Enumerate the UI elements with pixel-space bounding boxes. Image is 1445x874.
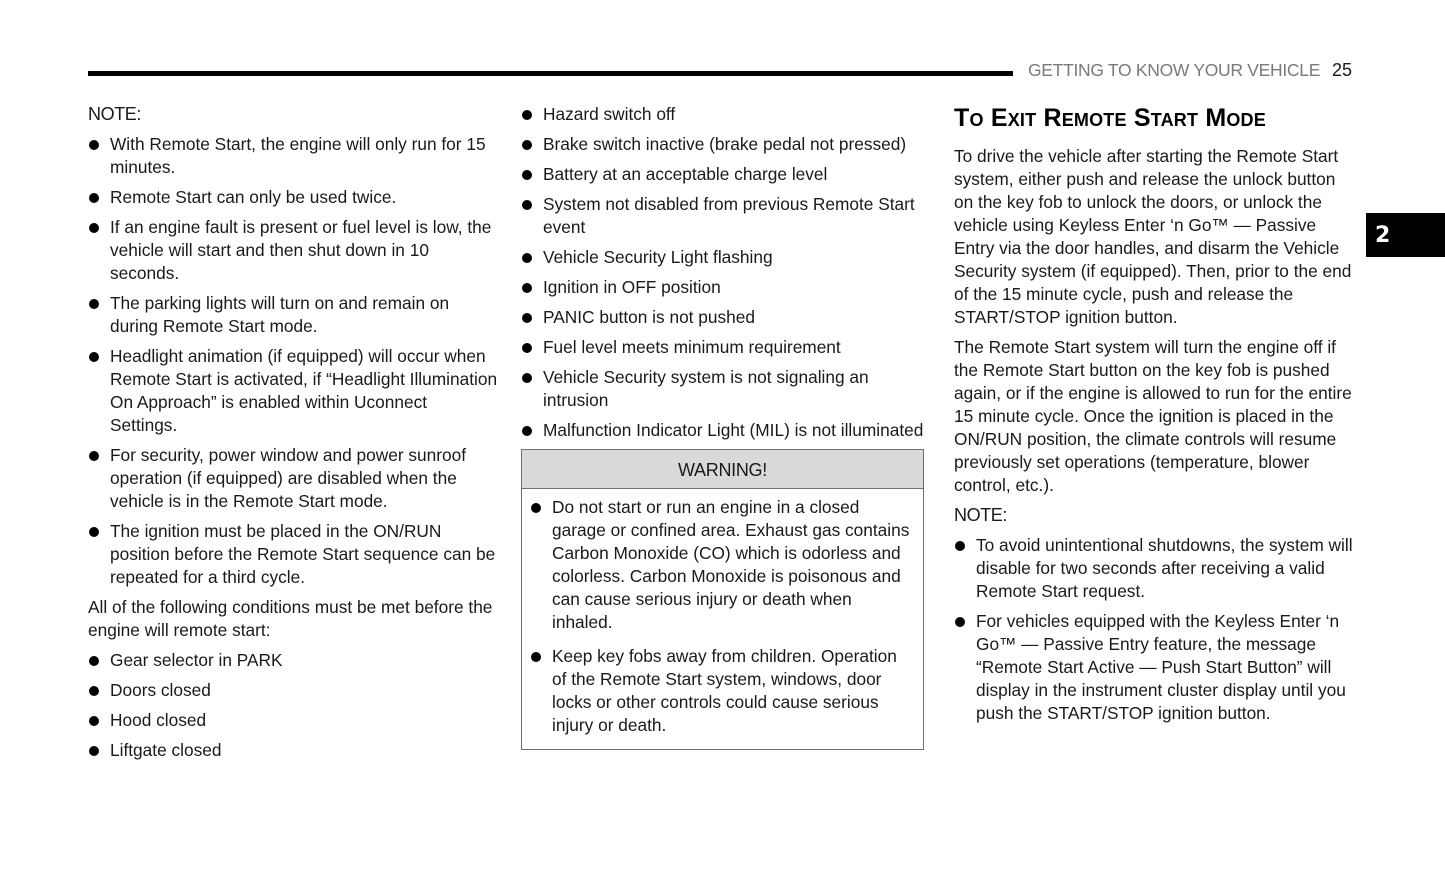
condition-item: Gear selector in PARK bbox=[88, 649, 498, 672]
condition-item: Hazard switch off bbox=[521, 103, 926, 126]
column-3 bbox=[954, 103, 1359, 732]
note-label: NOTE: bbox=[88, 104, 142, 124]
condition-item: Brake switch inactive (brake pedal not pressed) bbox=[521, 133, 926, 156]
warning-box bbox=[521, 449, 924, 750]
conditions-intro: All of the following conditions must be met before the engine will remote start: bbox=[88, 597, 493, 640]
page-number: 25 bbox=[1332, 60, 1353, 80]
note-label: NOTE: bbox=[954, 505, 1008, 525]
section-title: To Exit Remote Start Mode bbox=[954, 104, 1266, 132]
body-paragraph: The Remote Start system will turn the engine off if the Remote Start button on the key fob is pushed again, or if the engine is allowed to run for the entire 15 minute cycle. Once the ignition is placed in the ON/RUN position, the climate controls will resume previously set operations (temperature, blower control, etc.). bbox=[954, 337, 1352, 495]
condition-item: Hood closed bbox=[88, 709, 498, 732]
conditions-list bbox=[88, 649, 498, 762]
condition-item: PANIC button is not pushed bbox=[521, 306, 926, 329]
note-item: Headlight animation (if equipped) will occur when Remote Start is activated, if “Headlight Illumination On Approach” is enabled within Uconnect Settings. bbox=[88, 345, 498, 437]
note-list bbox=[88, 133, 498, 589]
note-item: For vehicles equipped with the Keyless Enter ‘n Go™ — Passive Entry feature, the message “Remote Start Active — Push Start Button” will display in the instrument cluster display until you push the START/STOP ignition button. bbox=[954, 610, 1359, 725]
note-item: The ignition must be placed in the ON/RUN position before the Remote Start sequence can be repeated for a third cycle. bbox=[88, 520, 498, 589]
note-item: With Remote Start, the engine will only run for 15 minutes. bbox=[88, 133, 498, 179]
running-header-section: GETTING TO KNOW YOUR VEHICLE bbox=[1028, 60, 1321, 80]
condition-item: Liftgate closed bbox=[88, 739, 498, 762]
note-item: The parking lights will turn on and remain on during Remote Start mode. bbox=[88, 292, 498, 338]
condition-item: Battery at an acceptable charge level bbox=[521, 163, 926, 186]
condition-item: Vehicle Security Light flashing bbox=[521, 246, 926, 269]
condition-item: Vehicle Security system is not signaling an intrusion bbox=[521, 366, 926, 412]
condition-item: Doors closed bbox=[88, 679, 498, 702]
header-rule bbox=[88, 71, 1013, 76]
condition-item: System not disabled from previous Remote Start event bbox=[521, 193, 926, 239]
condition-item: Malfunction Indicator Light (MIL) is not illuminated bbox=[521, 419, 926, 442]
condition-item: Fuel level meets minimum requirement bbox=[521, 336, 926, 359]
warning-body bbox=[522, 489, 923, 749]
condition-item: Ignition in OFF position bbox=[521, 276, 926, 299]
chapter-tab-label: 2 bbox=[1375, 222, 1391, 248]
warning-item: Do not start or run an engine in a closed garage or confined area. Exhaust gas contains Carbon Monoxide (CO) which is odorless and colorless. Carbon Monoxide is poisonous and can cause serious injury or death when inhaled. bbox=[530, 496, 915, 634]
note-item: Remote Start can only be used twice. bbox=[88, 186, 498, 209]
warning-list bbox=[530, 496, 915, 737]
conditions-list-continued bbox=[521, 103, 926, 442]
warning-title: WARNING! bbox=[522, 450, 923, 489]
note-item: For security, power window and power sunroof operation (if equipped) are disabled when the vehicle is in the Remote Start mode. bbox=[88, 444, 498, 513]
column-2 bbox=[521, 103, 926, 750]
note-item: To avoid unintentional shutdowns, the system will disable for two seconds after receiving a valid Remote Start request. bbox=[954, 534, 1359, 603]
note-item: If an engine fault is present or fuel level is low, the vehicle will start and then shut down in 10 seconds. bbox=[88, 216, 498, 285]
chapter-tab bbox=[1366, 213, 1445, 257]
column-1 bbox=[88, 103, 498, 769]
warning-item: Keep key fobs away from children. Operation of the Remote Start system, windows, door locks or other controls could cause serious injury or death. bbox=[530, 645, 915, 737]
body-paragraph: To drive the vehicle after starting the Remote Start system, either push and release the unlock button on the key fob to unlock the doors, or unlock the vehicle using Keyless Enter ‘n Go™ — Passive Entry via the door handles, and disarm the Vehicle Security system (if equipped). Then, prior to the end of the 15 minute cycle, push and release the START/STOP ignition button. bbox=[954, 146, 1352, 327]
note-list bbox=[954, 534, 1359, 725]
